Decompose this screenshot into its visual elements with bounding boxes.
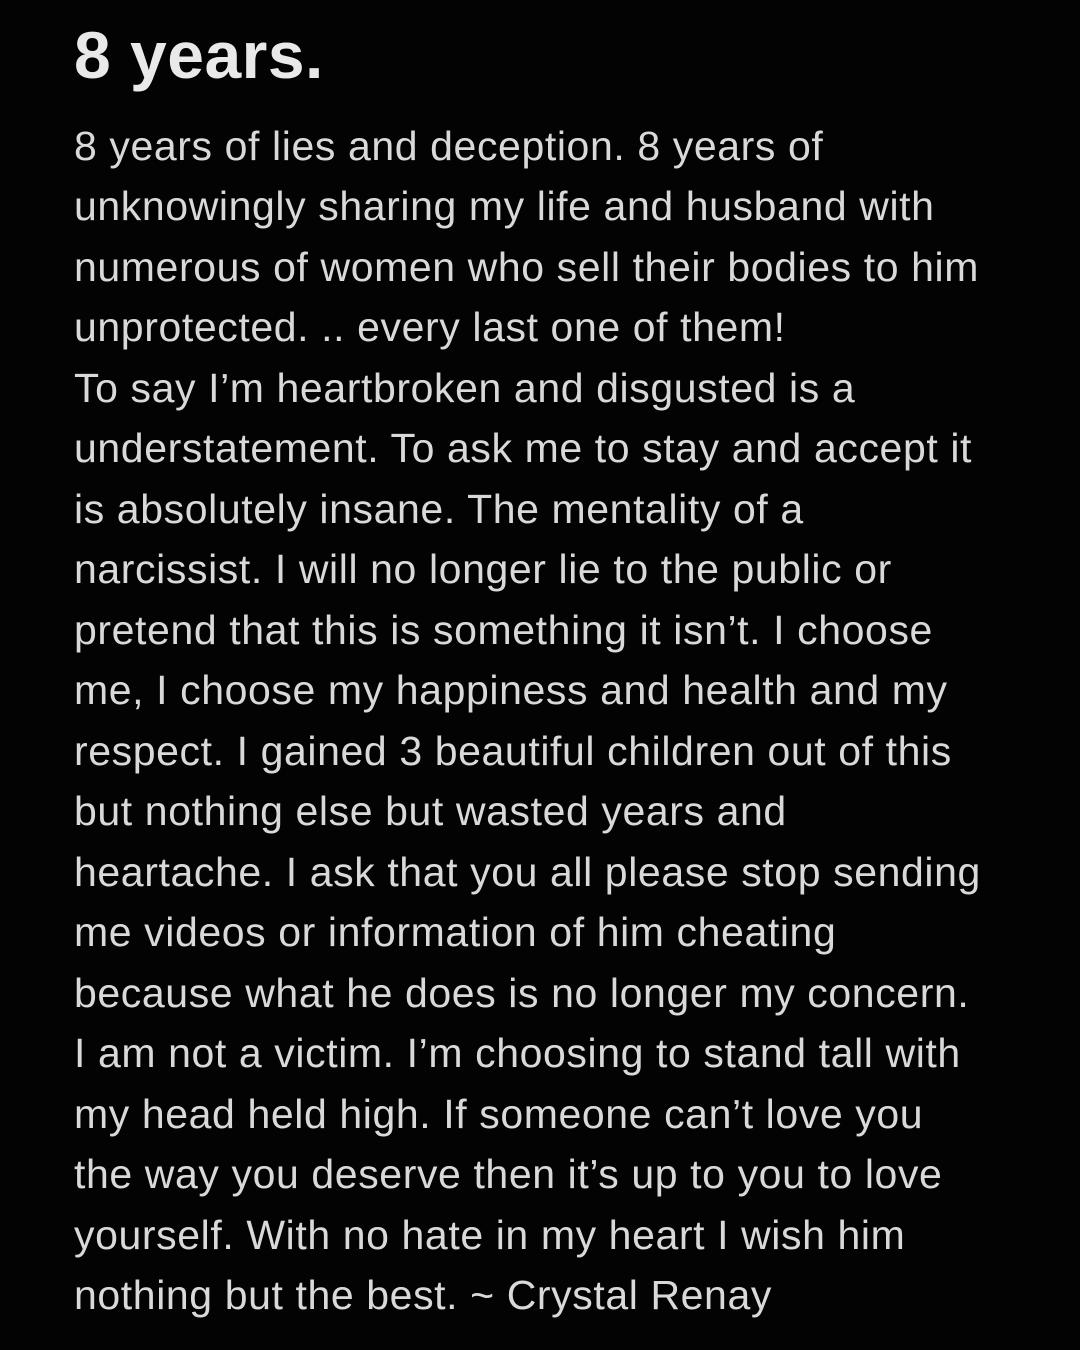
body-line: 8 years of lies and deception. 8 years of: [74, 122, 824, 169]
body-line: me videos or information of him cheating: [74, 909, 837, 956]
body-line: me, I choose my happiness and health and my: [74, 667, 948, 714]
post-title: 8 years.: [74, 18, 324, 92]
body-line: I am not a victim. I’m choosing to stand tall with: [74, 1030, 961, 1077]
body-line: my head held high. If someone can’t love you: [74, 1090, 924, 1137]
post-body: [74, 116, 1020, 1326]
body-line: numerous of women who sell their bodies to him: [74, 243, 979, 290]
body-line: but nothing else but wasted years and: [74, 788, 787, 835]
body-line: To say I’m heartbroken and disgusted is a: [74, 364, 856, 411]
body-line: narcissist. I will no longer lie to the public or: [74, 546, 892, 593]
body-line: unprotected. .. every last one of them!: [74, 304, 786, 351]
body-line: respect. I gained 3 beautiful children out of this: [74, 727, 952, 774]
body-line: understatement. To ask me to stay and accept it: [74, 425, 973, 472]
body-line: the way you deserve then it’s up to you to love: [74, 1151, 943, 1198]
body-line: nothing but the best. ~ Crystal Renay: [74, 1272, 772, 1319]
body-line: because what he does is no longer my concern.: [74, 969, 970, 1016]
body-line: heartache. I ask that you all please stop sending: [74, 848, 981, 895]
body-line: unknowingly sharing my life and husband with: [74, 183, 935, 230]
body-line: yourself. With no hate in my heart I wish him: [74, 1211, 906, 1258]
body-line: is absolutely insane. The mentality of a: [74, 485, 804, 532]
body-line: pretend that this is something it isn’t. I choose: [74, 606, 933, 653]
